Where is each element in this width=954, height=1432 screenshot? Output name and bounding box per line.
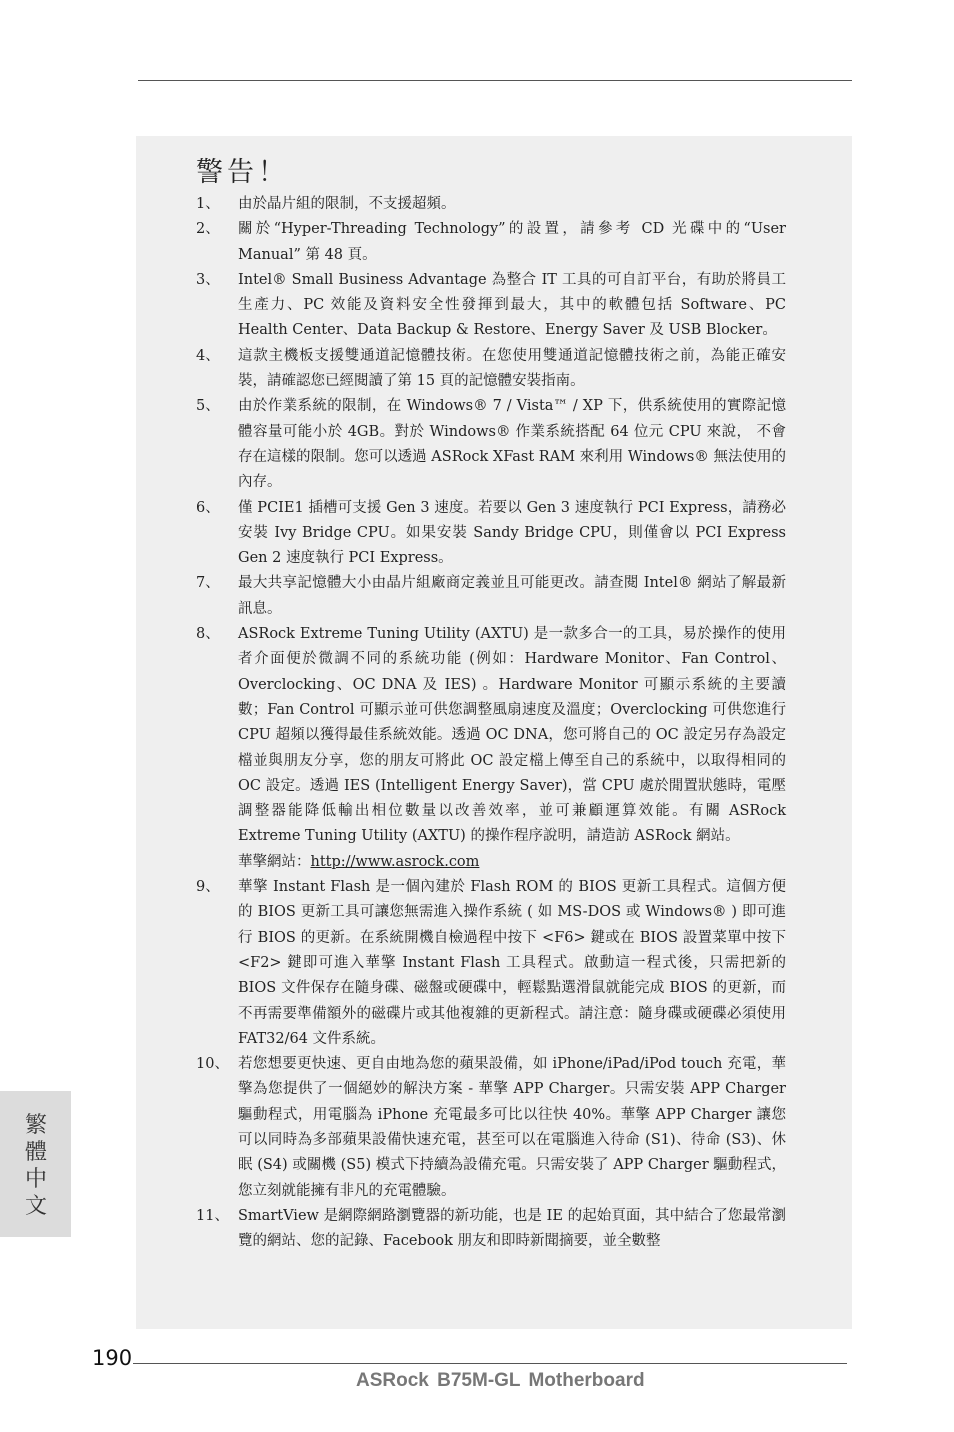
item-text: 由於晶片組的限制，不支援超頻。 — [238, 196, 456, 212]
item-text: 若您想要更快速、更自由地為您的蘋果設備，如 iPhone/iPad/iPod touch 充電，華擎為您提供了一個絕妙的解決方案 - 華擎 APP Charger。只需安裝 APP Charger 驅動程式，用電腦為 iPhone 充電最多可比以往快 40%。華擎 APP Charger 讓您可以同時為多部蘋果設備快速充電，甚至可以在電腦進入待命 (S1)、待命 (S3)、休眠 (S4) 或關機 (S5) 模式下持續為設備充電。只需安裝了 APP Charger 驅動程式，您立刻就能擁有非凡的充電體驗。 — [238, 1056, 786, 1199]
item-number: 1、 — [196, 196, 220, 212]
list-item — [196, 496, 786, 572]
item-number: 4、 — [196, 347, 220, 364]
item-number: 11、 — [196, 1207, 229, 1224]
item-number: 3、 — [196, 271, 220, 288]
warning-list — [196, 192, 786, 1254]
item-number: 7、 — [196, 575, 220, 592]
item-number: 9、 — [196, 879, 220, 896]
item-text: 這款主機板支援雙通道記憶體技術。在您使用雙通道記憶體技術之前，為能正確安裝，請確認您已經閱讀了第 15 頁的記憶體安裝指南。 — [238, 347, 786, 390]
item-text: 華擎 Instant Flash 是一個內建於 Flash ROM 的 BIOS 更新工具程式。這個方便的 BIOS 更新工具可讓您無需進入操作系統 ( 如 MS-DOS 或 Windows® ) 即可進行 BIOS 的更新。在系統開機自檢過程中按下 <F6> 鍵或在 BIOS 設置菜單中按下 <F2> 鍵即可進入華擎 Instant Flash 工具程式。啟動這一程式後，只需把新的 BIOS 文件保存在隨身碟、磁盤或硬碟中，輕鬆點選滑鼠就能完成 BIOS 的更新，而不再需要準備額外的磁碟片或其他複雜的更新程式。請注意：隨身碟或硬碟必須使用 FAT32/64 文件系統。 — [238, 879, 786, 1047]
list-item — [196, 344, 786, 395]
item-number: 5、 — [196, 398, 220, 415]
language-side-label: 繁體中文 — [24, 1113, 47, 1219]
list-item — [196, 1052, 786, 1204]
page-number: 190 — [92, 1346, 133, 1370]
item-text: SmartView 是網際網路瀏覽器的新功能，也是 IE 的起始頁面，其中結合了您最常瀏覽的網站、您的記錄、Facebook 朋友和即時新聞摘要，並全數整 — [238, 1207, 786, 1250]
item-text: 僅 PCIE1 插槽可支援 Gen 3 速度。若要以 Gen 3 速度執行 PCI Express，請務必安裝 Ivy Bridge CPU。如果安裝 Sandy Bridge CPU，則僅會以 PCI Express Gen 2 速度執行 PCI Express。 — [238, 499, 786, 567]
website-line — [238, 850, 786, 875]
item-text: 由於作業系統的限制，在 Windows® 7 / Vista™ / XP 下，供系統使用的實際記憶體容量可能小於 4GB。對於 Windows® 作業系統搭配 64 位元 CPU 來說， 不會存在這樣的限制。您可以透過 ASRock XFast RAM 來利用 Windows® 無法使用的內存。 — [238, 398, 786, 491]
list-item — [196, 217, 786, 268]
asrock-website-link[interactable]: http://www.asrock.com — [310, 853, 480, 870]
list-item — [196, 571, 786, 622]
website-label: 華擎網站： — [238, 853, 311, 870]
list-item — [196, 394, 786, 495]
list-item — [196, 192, 786, 217]
item-text: 最大共享記憶體大小由晶片組廠商定義並且可能更改。請查閱 Intel® 網站了解最新訊息。 — [238, 575, 786, 617]
item-number: 2、 — [196, 221, 220, 238]
item-text: ASRock Extreme Tuning Utility (AXTU) 是一款多合一的工具，易於操作的使用者介面便於微調不同的系統功能 (例如：Hardware Monitor、Fan Control、Overclocking、OC DNA 及 IES) 。Hardware Monitor 可顯示系統的主要讀數；Fan Control 可顯示並可供您調整風扇速度及溫度；Overclocking 可供您進行 CPU 超頻以獲得最佳系統效能。透過 OC DNA，您可將自己的 OC 設定另存為設定檔並與朋友分享，您的朋友可將此 OC 設定檔上傳至自己的系統中，以取得相同的 OC 設定。透過 IES (Intelligent Energy Saver)，當 CPU 處於閒置狀態時，電壓調整器能降低輸出相位數量以改善效率，並可兼顧運算效能。有關 ASRock Extreme Tuning Utility (AXTU) 的操作程序說明，請造訪 ASRock 網站。 — [238, 626, 786, 845]
list-item — [196, 268, 786, 344]
item-text: 關於“Hyper-Threading Technology”的設置，請參考 CD 光碟中的“User Manual” 第 48 頁。 — [238, 221, 786, 263]
bottom-rule — [133, 1363, 847, 1364]
top-rule — [138, 80, 852, 81]
list-item — [196, 622, 786, 875]
list-item — [196, 1204, 786, 1255]
warning-title: 警告！ — [196, 157, 289, 188]
item-number: 8、 — [196, 626, 220, 643]
list-item — [196, 875, 786, 1052]
item-text: Intel® Small Business Advantage 為整合 IT 工具的可自訂平台，有助於將員工生產力、PC 效能及資料安全性發揮到最大，其中的軟體包括 Software、PC Health Center、Data Backup & Restore、Energy Saver 及 USB Blocker。 — [238, 271, 786, 339]
footer-product-name: ASRock B75M-GL Motherboard — [356, 1370, 645, 1391]
item-number: 10、 — [196, 1056, 229, 1073]
item-number: 6、 — [196, 499, 220, 516]
